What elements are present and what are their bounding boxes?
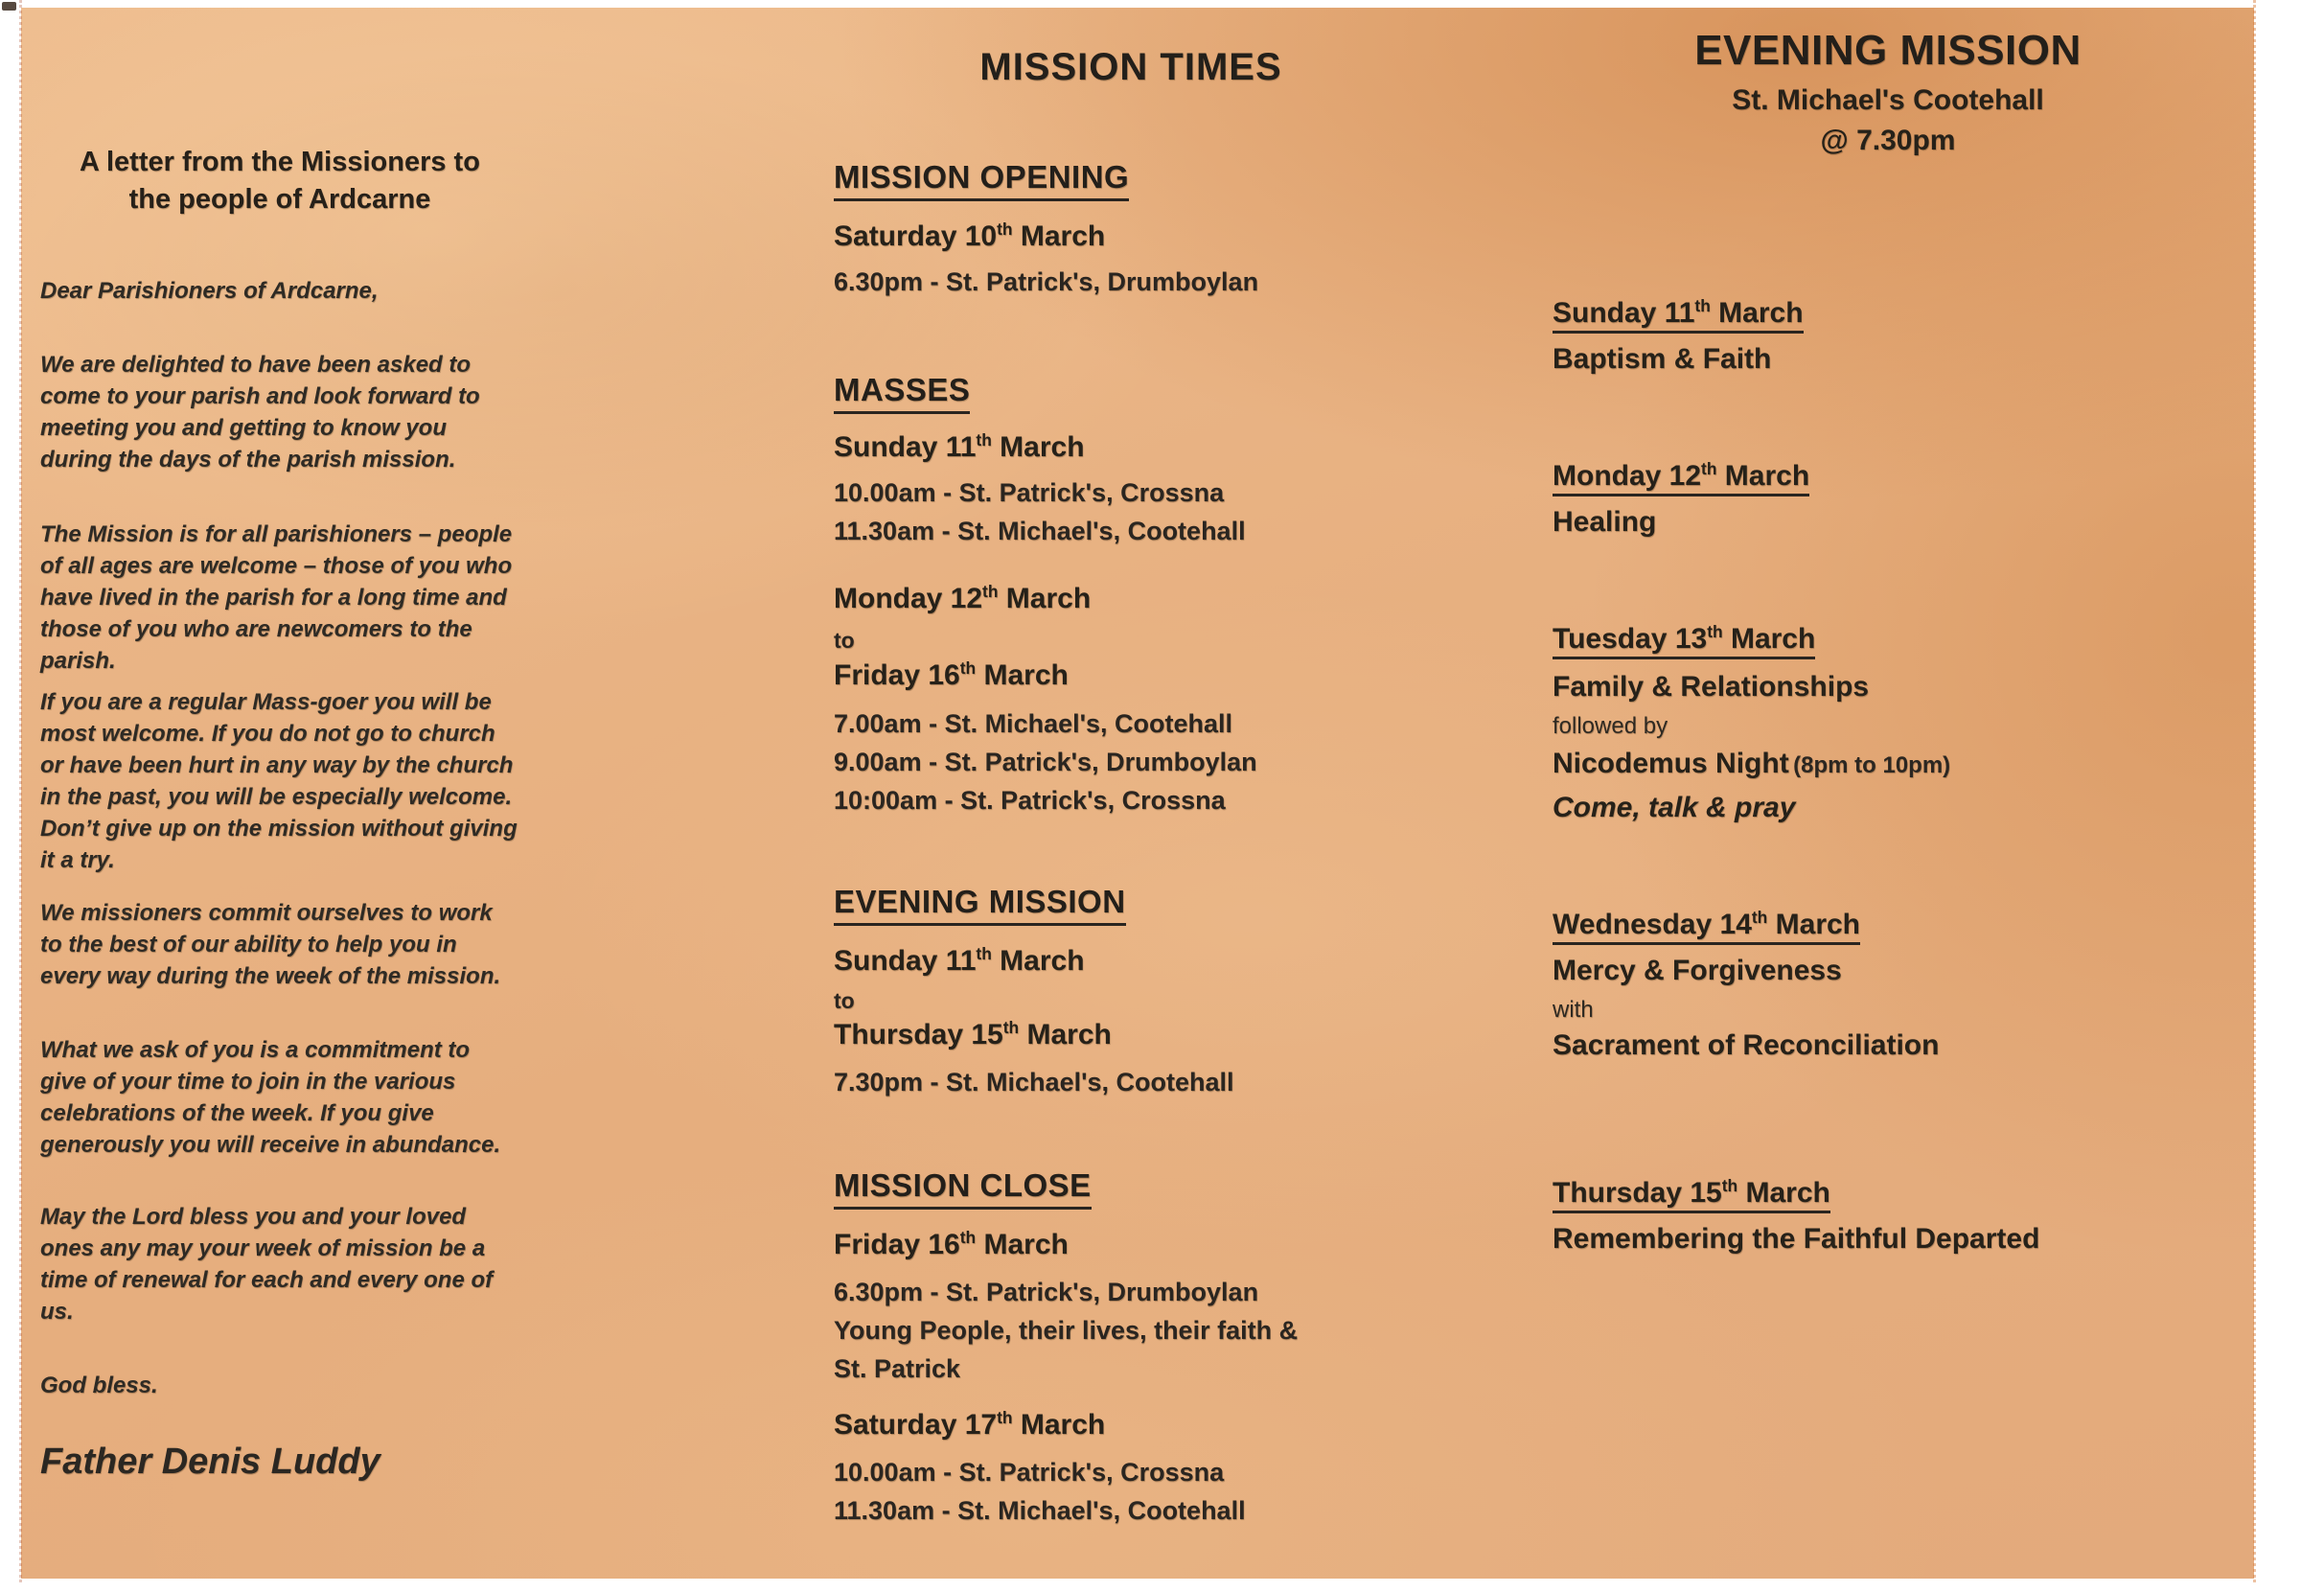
- scan-corner-artifact: [2, 2, 16, 11]
- evening-mission-title: EVENING MISSION: [1694, 27, 2082, 74]
- mission-close-heading: MISSION CLOSE: [834, 1167, 1092, 1210]
- mission-opening-date: Saturday 10th March: [834, 219, 1106, 252]
- mission-close-friday-line: St. Patrick: [834, 1354, 961, 1383]
- letter-paragraph: What we ask of you is a commitment to give of your time to join in the various celebrations of the week. If you give generously you will receive in abundance.: [40, 1037, 501, 1158]
- letter-paragraph: We missioners commit ourselves to work to the best of our ability to help you in every way during the week of the mission.: [40, 900, 501, 989]
- letter-paragraph: We are delighted to have been asked to come to your parish and look forward to meeting you and getting to know you during the days of the parish mission.: [40, 352, 480, 473]
- evening-mission-to: Thursday 15th March: [834, 1018, 1112, 1050]
- mission-close-friday-date: Friday 16th March: [834, 1228, 1069, 1260]
- entry-sunday-date-text: Sunday 11th March: [1553, 297, 1804, 334]
- mission-opening-heading: MISSION OPENING: [834, 159, 1129, 201]
- masses-heading: MASSES: [834, 372, 970, 414]
- masses-weekday-to-label: to: [834, 628, 855, 653]
- evening-mission-time: @ 7.30pm: [1820, 125, 1956, 156]
- mission-close-saturday-line: 11.30am - St. Michael's, Cootehall: [834, 1496, 1246, 1525]
- mission-times-title: MISSION TIMES: [979, 46, 1282, 88]
- masses-sunday-time: 10.00am - St. Patrick's, Crossna: [834, 478, 1225, 507]
- mission-times-column: [834, 0, 1428, 1592]
- entry-tuesday-date: [1553, 623, 2281, 659]
- entry-thursday-date: [1553, 1177, 2281, 1213]
- masses-weekday-time: 9.00am - St. Patrick's, Drumboylan: [834, 748, 1257, 776]
- letter-title: [40, 144, 519, 219]
- evening-mission-heading: EVENING MISSION: [834, 884, 1126, 926]
- evening-mission-from: Sunday 11th March: [834, 944, 1085, 977]
- evening-mission-detail: 7.30pm - St. Michael's, Cootehall: [834, 1068, 1234, 1096]
- masses-sunday-time: 11.30am - St. Michael's, Cootehall: [834, 517, 1246, 545]
- mission-opening-section: [834, 159, 1428, 201]
- evening-mission-column: [1553, 0, 2281, 1592]
- evening-mission-subtitle: St. Michael's Cootehall: [1732, 84, 2044, 116]
- masses-sunday-date: Sunday 11th March: [834, 430, 1085, 463]
- mission-close-friday-line: Young People, their lives, their faith &: [834, 1316, 1299, 1345]
- masses-weekday-time: 7.00am - St. Michael's, Cootehall: [834, 709, 1233, 738]
- letter-title-line-1: A letter from the Missioners to: [80, 147, 480, 177]
- entry-sunday-theme: Baptism & Faith: [1553, 343, 1772, 375]
- masses-section: [834, 372, 1428, 414]
- entry-tuesday-event: Nicodemus Night: [1553, 748, 1789, 779]
- entry-wednesday-date: [1553, 909, 2281, 945]
- entry-tuesday-event-time: (8pm to 10pm): [1793, 752, 1951, 778]
- masses-weekday-time: 10:00am - St. Patrick's, Crossna: [834, 786, 1226, 815]
- letter-salutation: Dear Parishioners of Ardcarne,: [40, 278, 379, 304]
- letter-paragraph: May the Lord bless you and your loved ones any may your week of mission be a time of renewal for each and every one of us.: [40, 1204, 494, 1325]
- letter-column: [40, 0, 519, 1592]
- entry-wednesday-sacrament: Sacrament of Reconciliation: [1553, 1029, 1940, 1061]
- entry-monday-date-text: Monday 12th March: [1553, 460, 1809, 496]
- entry-sunday-date: [1553, 297, 2281, 334]
- mission-close-friday-line: 6.30pm - St. Patrick's, Drumboylan: [834, 1278, 1259, 1306]
- entry-tuesday-theme: Family & Relationships: [1553, 671, 1870, 703]
- entry-monday-theme: Healing: [1553, 506, 1657, 538]
- entry-tuesday-followed-by: followed by: [1553, 713, 1668, 739]
- mission-close-section: [834, 1167, 1428, 1210]
- entry-tuesday-tagline: Come, talk & pray: [1553, 792, 1796, 823]
- entry-tuesday-event-line: [1553, 748, 2281, 780]
- mission-close-saturday-line: 10.00am - St. Patrick's, Crossna: [834, 1458, 1225, 1487]
- letter-closing: God bless.: [40, 1373, 158, 1398]
- entry-wednesday-date-text: Wednesday 14th March: [1553, 909, 1860, 945]
- entry-wednesday-theme: Mercy & Forgiveness: [1553, 955, 1842, 986]
- letter-paragraph: The Mission is for all parishioners – people of all ages are welcome – those of you who have lived in the parish for a long time and those of you who are newcomers to the parish.: [40, 521, 513, 674]
- letter-paragraph: If you are a regular Mass-goer you will be most welcome. If you do not go to church or have been hurt in any way by the church in the past, you will be especially welcome. Don’t give up on the mission without giving it a try.: [40, 689, 518, 873]
- masses-weekday-to: Friday 16th March: [834, 658, 1069, 691]
- entry-tuesday-date-text: Tuesday 13th March: [1553, 623, 1815, 659]
- masses-weekday-from: Monday 12th March: [834, 582, 1092, 614]
- letter-title-line-2: the people of Ardcarne: [128, 184, 431, 215]
- entry-thursday-date-text: Thursday 15th March: [1553, 1177, 1830, 1213]
- evening-mission-section: [834, 884, 1428, 926]
- mission-close-saturday-date: Saturday 17th March: [834, 1408, 1106, 1441]
- entry-wednesday-with: with: [1553, 997, 1594, 1023]
- entry-monday-date: [1553, 460, 2281, 496]
- letter-signature: Father Denis Luddy: [40, 1442, 380, 1482]
- mission-opening-detail: 6.30pm - St. Patrick's, Drumboylan: [834, 267, 1259, 296]
- scan-edge-left: [19, 0, 22, 1582]
- evening-mission-to-label: to: [834, 988, 855, 1013]
- entry-thursday-theme: Remembering the Faithful Departed: [1553, 1223, 2040, 1255]
